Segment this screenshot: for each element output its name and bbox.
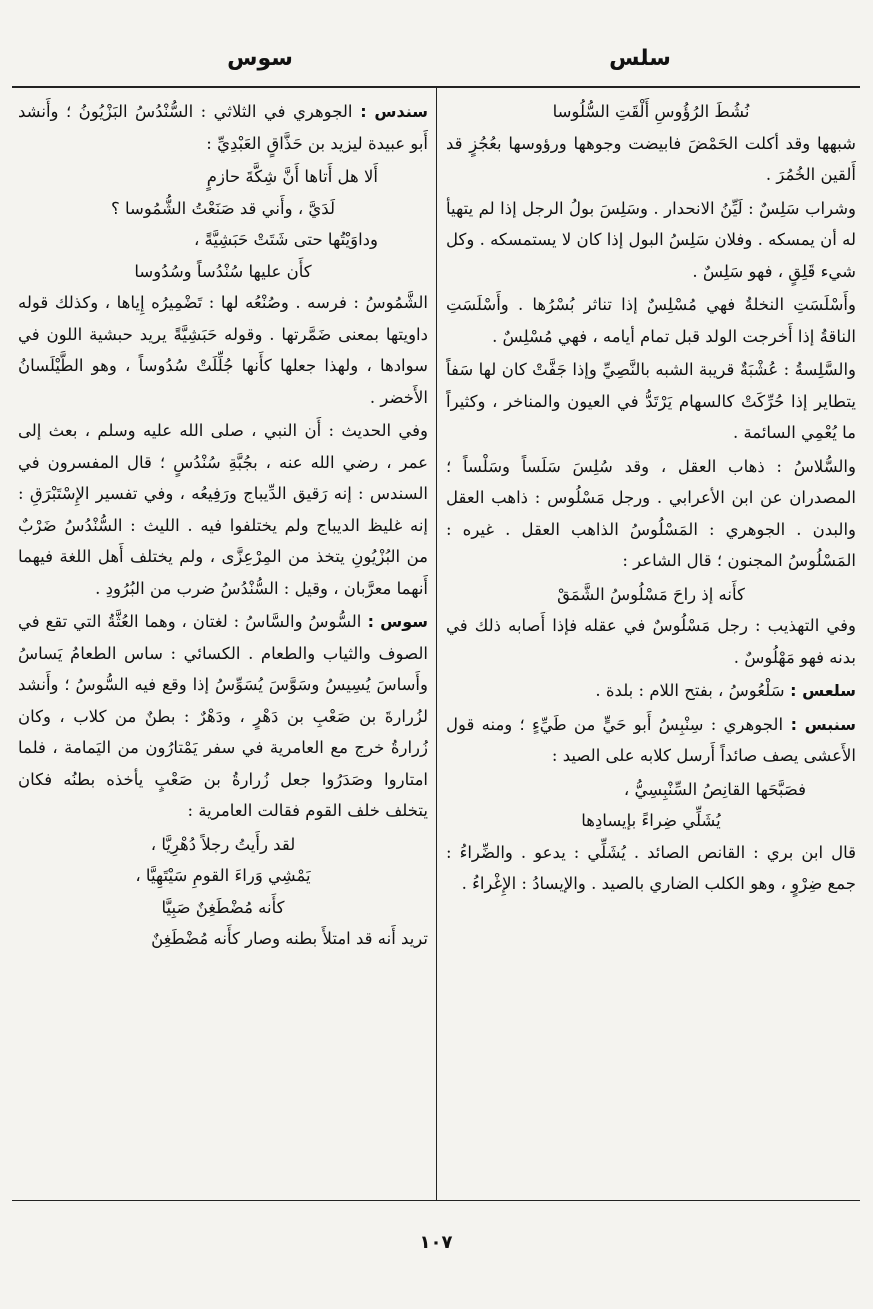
verse-line: كأَنه مُضْطَغِنٌ صَبِيَّا	[161, 897, 285, 917]
entry-text: الجوهري في الثلاثي : السُّنْدُسُ البَزْيُونُ ؛ وأَنشد أَبو عبيدة ليزيد بن حَذَّاقٍ العَبْدِيِّ :	[18, 102, 428, 153]
paragraph: والسُّلاسُ : ذهاب العقل ، وقد سُلِسَ سَلَساً وسَلْساً ؛ المصدران عن ابن الأعرابي . ورجل مَسْلُوس : ذاهب العقل والبدن . الجوهري : المَسْلُوسُ الذاهب العقل . غيره : المَسْلُوسُ المجنون ؛ قال الشاعر :	[446, 456, 856, 570]
paragraph: شبهها وقد أكلت الحَمْضَ فابيضت وجوهها ورؤوسها بعُجُزٍ قد أَلقين الخُمُرَ .	[446, 133, 856, 184]
entry-headword: سنبس :	[783, 714, 856, 734]
verse-line: يُشَلِّي ضِراءً بإيسادِها	[581, 811, 721, 830]
header-keyword-left: سوس	[227, 46, 293, 71]
right-column	[446, 96, 856, 1198]
paragraph: وشراب سَلِسٌ : لَيِّنُ الانحدار . وسَلِسَ بولُ الرجل إذا لم يتهيأ له أن يمسكه . وفلان سَلِسُ البول إذا كان لا يستمسكه . وكل شيء قَلِقٍ ، فهو سَلِسٌ .	[446, 198, 856, 281]
paragraph: والسَّلِسةُ : عُشْبَةٌ قريبة الشبه بالنَّصِيِّ وإذا جَفَّتْ كان لها سَفاً يتطاير إذا حُرِّكَتْ كالسهام يَرْتَدُّ في العيون والمناخر ، وكثيراً ما يُعْمِي السائمة .	[446, 360, 856, 442]
paragraph: وفي الحديث : أَن النبي ، صلى الله عليه وسلم ، بعث إلى عمر ، رضي الله عنه ، بجُبَّةِ سُنْدُسٍ ؛ قال المفسرون في السندس : إنه رَقيق الدِّيباج ورَفِيعُه ، وفي تفسير الإِسْتَبْرَقِ : إنه غليظ الديباج ولم يختلفوا فيه . الليث : السُّنْدُسُ ضَرْبٌ من البُزْيُونِ يتخذ من المِرْعِزَّى ، ولم يختلف أَهل اللغة فيهما أَنهما معرَّبان ، وقيل : السُّنْدُسُ ضرب من البُرُودِ .	[18, 421, 428, 598]
entry-headword: سندس :	[352, 102, 428, 121]
verse-line: كأَن عليها سُنْدُساً وسُدُوسا	[134, 261, 312, 281]
verse-line: لَدَيَّ ، وأَني قد صَنَعْتُ الشُّمُوسا ؟	[111, 198, 335, 218]
paragraph: الشَّمُوسُ : فرسه . وصُنْعُه لها : تَضْمِيرُه إِياها ، وكذلك قوله داويتها بمعنى ضَمَّرتها . وقوله حَبَشِيَّةً يريد حبشية اللون في سوادها ، ولهذا جعلها كأَنها جُلِّلَتْ سُدُوساً ، وهو الطَّيْلَسانُ الأَخضر .	[18, 293, 428, 407]
verse-line: وداوَيْتُها حتى شَتَتْ حَبَشِيَّةً ،	[193, 230, 378, 249]
entry-headword: سوس :	[361, 612, 428, 631]
left-column	[18, 96, 428, 1198]
verse-line: يَمْشِي وَراءَ القومِ سَيْتَهِيَّا ،	[135, 866, 311, 885]
paragraph: وأَسْلَسَتِ النخلةُ فهي مُسْلِسٌ إذا تناثر بُسْرُها . وأَسْلَسَتِ الناقةُ إذا أَخرجت الولد قبل تمام أيامه ، فهي مُسْلِسٌ .	[446, 295, 856, 346]
paragraph: تريد أَنه قد امتلأَ بطنه وصار كأَنه مُضْطَغِنٌ	[151, 929, 428, 948]
footer-rule	[12, 1200, 860, 1201]
header-keyword-right: سلس	[609, 46, 671, 71]
entry-text: سَلْعُوسُ ، بفتح اللام : بلدة .	[595, 681, 785, 700]
dictionary-entry	[446, 709, 856, 772]
page-number: ١٠٧	[419, 1232, 453, 1253]
entry-text: السُّوسُ والسَّاسُ : لغتان ، وهما العُثَّةُ التي تقع في الصوف والثياب والطعام . الكسائي : ساس الطعامُ يَساسُ وأَساسَ يُسِيسُ وسَوَّسَ يُسَوِّسُ إذا وقع فيه السُّوسُ ؛ وأَنشد لزُرارةَ بن صَعْبِ بن دَهْرٍ ، ودَهْرٌ : بطنٌ من كلاب ، وكان زُرارةُ خرج مع العامرية في سفر يَمْتارُون من اليَمامة ، فلما امتاروا وصَدَرُوا جعل زُرارةُ بن صَعْبٍ يأخذه بطنُه فكان يتخلف خلف القوم فقالت العامرية :	[18, 612, 428, 820]
paragraph: قال ابن بري : القانص الصائد . يُشَلِّي : يدعو . والضِّراءُ : جمع ضِرْوٍ ، وهو الكلب الضاري بالصيد . والإيسادُ : الإِغْراءُ .	[446, 842, 856, 893]
paragraph: وفي التهذيب : رجل مَسْلُوسٌ في عقله فإذا أَصابه ذلك في بدنه فهو مَهْلُوسٌ .	[446, 616, 856, 667]
dictionary-entry	[18, 96, 428, 159]
dictionary-entry	[18, 606, 428, 827]
entry-headword: سلعس :	[784, 681, 856, 700]
verse-line: فصَبَّحَها القانِصُ السِّنْبِسِيُّ ،	[623, 779, 806, 799]
verse-line: أَلا هل أَتاها أَنَّ شِكَّةَ حازمٍ	[206, 167, 378, 186]
dictionary-entry	[446, 675, 856, 707]
verse-line: كأَنه إذ راحَ مَسْلُوسُ الشَّمَقْ	[557, 584, 745, 604]
verse-line: لقد رأَيتُ رجلاً دُهْرِيَّا ،	[150, 834, 296, 854]
entry-text: الجوهري : سِنْبِسُ أَبو حَيٍّ من طَيِّءٍ ؛ ومنه قول الأَعشى يصف صائداً أَرسل كلابه على الصيد :	[446, 714, 856, 765]
column-divider	[436, 88, 437, 1200]
verse-line: نُشُطَ الرُؤُوسِ أَلْقَتِ السُّلُوسا	[552, 102, 750, 121]
